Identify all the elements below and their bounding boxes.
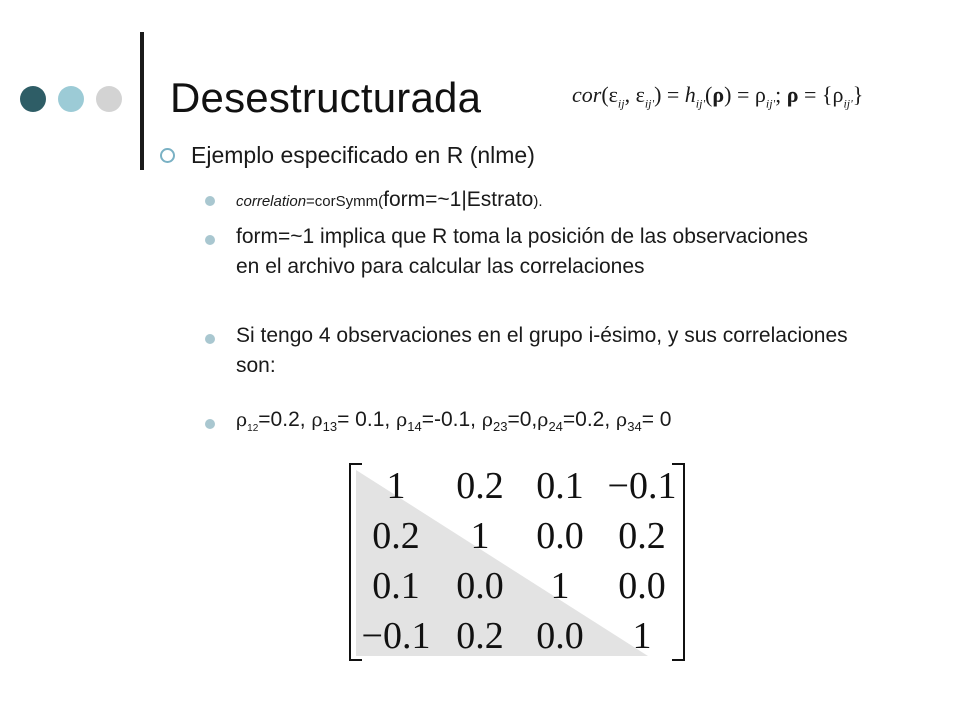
decor-dot-light bbox=[58, 86, 84, 112]
code-end: ). bbox=[533, 193, 543, 210]
title-divider bbox=[140, 32, 144, 170]
code-param: correlation bbox=[236, 193, 307, 210]
code-fn: =corSymm( bbox=[306, 193, 384, 210]
correlation-formula: $cor(\varepsilon_{ij}$, $\varepsilon_{ij'}) = h_{ij'}(\rho) = \rho_{ij'}$; $\rho = \{\rho_{ij'}\}$ bbox=[572, 82, 864, 111]
decor-dot-dark bbox=[20, 86, 46, 112]
ring-bullet-icon bbox=[160, 148, 175, 163]
matrix-cell: 0.0 bbox=[456, 565, 504, 607]
code-form: form=~1|Estrato bbox=[383, 188, 534, 211]
matrix-cell: 1 bbox=[632, 615, 652, 657]
matrix-cell: −0.1 bbox=[361, 615, 431, 657]
rho-values: $\rho_{12}=0.2$, $\rho_{13}= 0.1$, $\rho_{14}=-0.1$, $\rho_{23}=0,\rho_{24}=0.2$, $\rho_{34}= 0$ bbox=[236, 408, 672, 435]
slide-title: Desestructurada bbox=[170, 74, 482, 121]
correlation-matrix bbox=[348, 462, 688, 662]
matrix-cell: 0.0 bbox=[618, 565, 666, 607]
bullet-icon bbox=[205, 235, 215, 245]
bullet-icon bbox=[205, 334, 215, 344]
list-item: Si tengo 4 observaciones en el grupo i-ésimo, y sus correlaciones son: bbox=[236, 324, 848, 377]
matrix-cell: 0.2 bbox=[618, 515, 666, 557]
bullet-icon bbox=[205, 419, 215, 429]
matrix-cell: 1 bbox=[386, 465, 406, 507]
bullet-icon bbox=[205, 196, 215, 206]
matrix-cell: 0.1 bbox=[536, 465, 584, 507]
matrix-cell: 0.0 bbox=[536, 615, 584, 657]
list-item bbox=[236, 185, 543, 217]
matrix-cell: 0.2 bbox=[456, 615, 504, 657]
level1-bullet bbox=[160, 142, 535, 169]
matrix-cell: 0.1 bbox=[372, 565, 420, 607]
matrix-cell: −0.1 bbox=[607, 465, 677, 507]
matrix-cell: 1 bbox=[550, 565, 570, 607]
matrix-cell: 1 bbox=[470, 515, 490, 557]
matrix-cell: 0.2 bbox=[372, 515, 420, 557]
decor-dot-gray bbox=[96, 86, 122, 112]
matrix-cell: 0.0 bbox=[536, 515, 584, 557]
matrix-cell: 0.2 bbox=[456, 465, 504, 507]
level1-text: Ejemplo especificado en R (nlme) bbox=[191, 142, 535, 168]
list-item: form=~1 implica que R toma la posición de las observaciones en el archivo para calcular las correlaciones bbox=[236, 225, 808, 278]
